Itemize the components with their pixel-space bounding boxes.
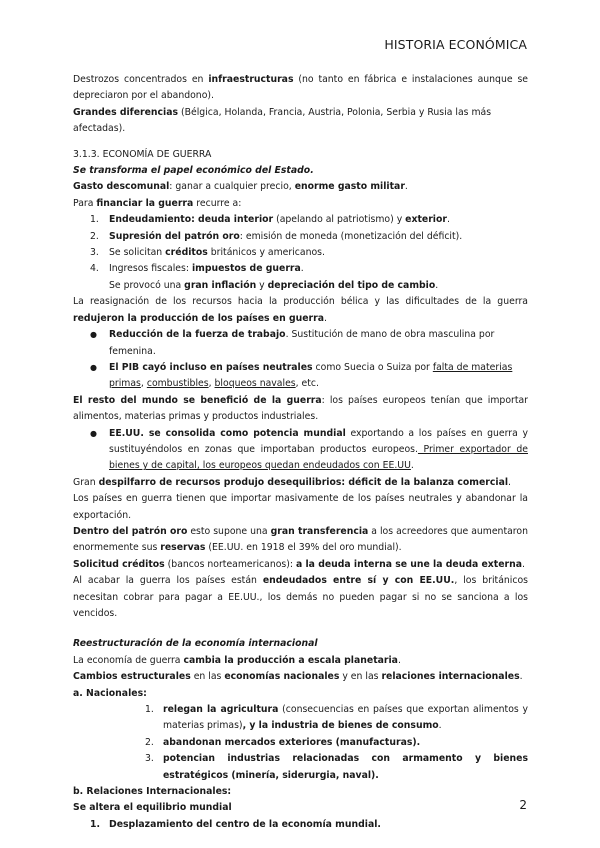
running-header: HISTORIA ECONÓMICA <box>384 37 527 52</box>
relaciones-label: b. Relaciones Internacionales: <box>73 786 232 798</box>
list-item: 2. Supresión del patrón oro: emisión de moneda (monetización del déficit). <box>90 230 463 242</box>
list-item: 1. relegan la agricultura (consecuencias en países que exportan alimentos y materias primas), y la industria de bienes de consumo. <box>145 704 528 732</box>
restructure-line-2: Cambios estructurales en las economías nacionales y en las relaciones internacionales. <box>73 671 523 683</box>
section-subtitle: Se transforma el papel económico del Estado. <box>73 165 314 177</box>
list-item: 1. Endeudamiento: deuda interior (apelando al patriotismo) y exterior. <box>90 214 450 226</box>
resto-mundo-paragraph: El resto del mundo se benefició de la guerra: los países europeos tenían que importar alimentos, materias primas y productos industriales. <box>73 394 528 423</box>
section-heading: 3.1.3. ECONOMÍA DE GUERRA <box>73 148 212 160</box>
financiar-line: Para financiar la guerra recurre a: <box>73 197 242 209</box>
despilfarro-line: Gran despilfarro de recursos produjo desequilibrios: déficit de la balanza comercial. <box>73 476 512 488</box>
list-item: 4. Ingresos fiscales: impuestos de guerra. <box>90 263 304 275</box>
page-body <box>73 72 528 833</box>
list-item: 3. potencian industrias relacionadas con armamento y bienes estratégicos (minería, siderurgia, naval). <box>145 753 528 781</box>
intro-paragraph: Destrozos concentrados en infraestructuras (no tanto en fábrica e instalaciones aunque se depreciaron por el abandono). <box>73 74 529 102</box>
patron-oro-paragraph: Dentro del patrón oro esto supone una gran transferencia a los acreedores que aumentaron enormemente sus reservas (EE.UU. en 1918 el 39% del oro mundial). <box>73 525 528 554</box>
importar-paragraph: Los países en guerra tienen que importar masivamente de los países neutrales y abandonar la exportación. <box>73 493 528 521</box>
list-item: 3. Se solicitan créditos británicos y americanos. <box>90 247 325 259</box>
intro-differences: Grandes diferencias (Bélgica, Holanda, Francia, Austria, Polonia, Serbia y Rusia las más afectadas). <box>73 106 492 135</box>
creditos-line: Solicitud créditos (bancos norteamericanos): a la deuda interna se une la deuda externa. <box>73 558 525 570</box>
bullet-item: ● El PIB cayó incluso en países neutrales como Suecia o Suiza por falta de materias primas, combustibles, bloqueos navales, etc. <box>90 361 513 390</box>
restructure-title: Reestructuración de la economía internacional <box>73 638 318 650</box>
page-number: 2 <box>519 798 527 812</box>
reasignacion-paragraph: La reasignación de los recursos hacia la producción bélica y las dificultades de la guerra redujeron la producción de los países en guerra. <box>73 296 528 324</box>
equilibrio-line: Se altera el equilibrio mundial <box>73 802 232 814</box>
list-item-continuation: Se provocó una gran inflación y depreciación del tipo de cambio. <box>109 279 439 291</box>
gasto-line: Gasto descomunal: ganar a cualquier precio, enorme gasto militar. <box>73 181 408 193</box>
list-item: 1. Desplazamiento del centro de la economía mundial. <box>90 818 381 830</box>
list-item: 2. abandonan mercados exteriores (manufacturas). <box>145 736 421 748</box>
restructure-line-1: La economía de guerra cambia la producción a escala planetaria. <box>73 654 401 666</box>
bullet-item: ● EE.UU. se consolida como potencia mundial exportando a los países en guerra y sustituyéndolos en zonas que importaban productos europeos. Primer exportador de bienes y de capital, los europeos quedan endeudados con EE.UU. <box>90 427 528 472</box>
endeudados-paragraph: Al acabar la guerra los países están endeudados entre sí y con EE.UU., los británicos necesitan cobrar para pagar a EE.UU., los demás no pueden pagar si no se sanciona a los vencidos. <box>73 575 529 619</box>
nacionales-label: a. Nacionales: <box>73 687 147 699</box>
bullet-item: ● Reducción de la fuerza de trabajo. Sustitución de mano de obra masculina por femenina. <box>90 329 495 357</box>
